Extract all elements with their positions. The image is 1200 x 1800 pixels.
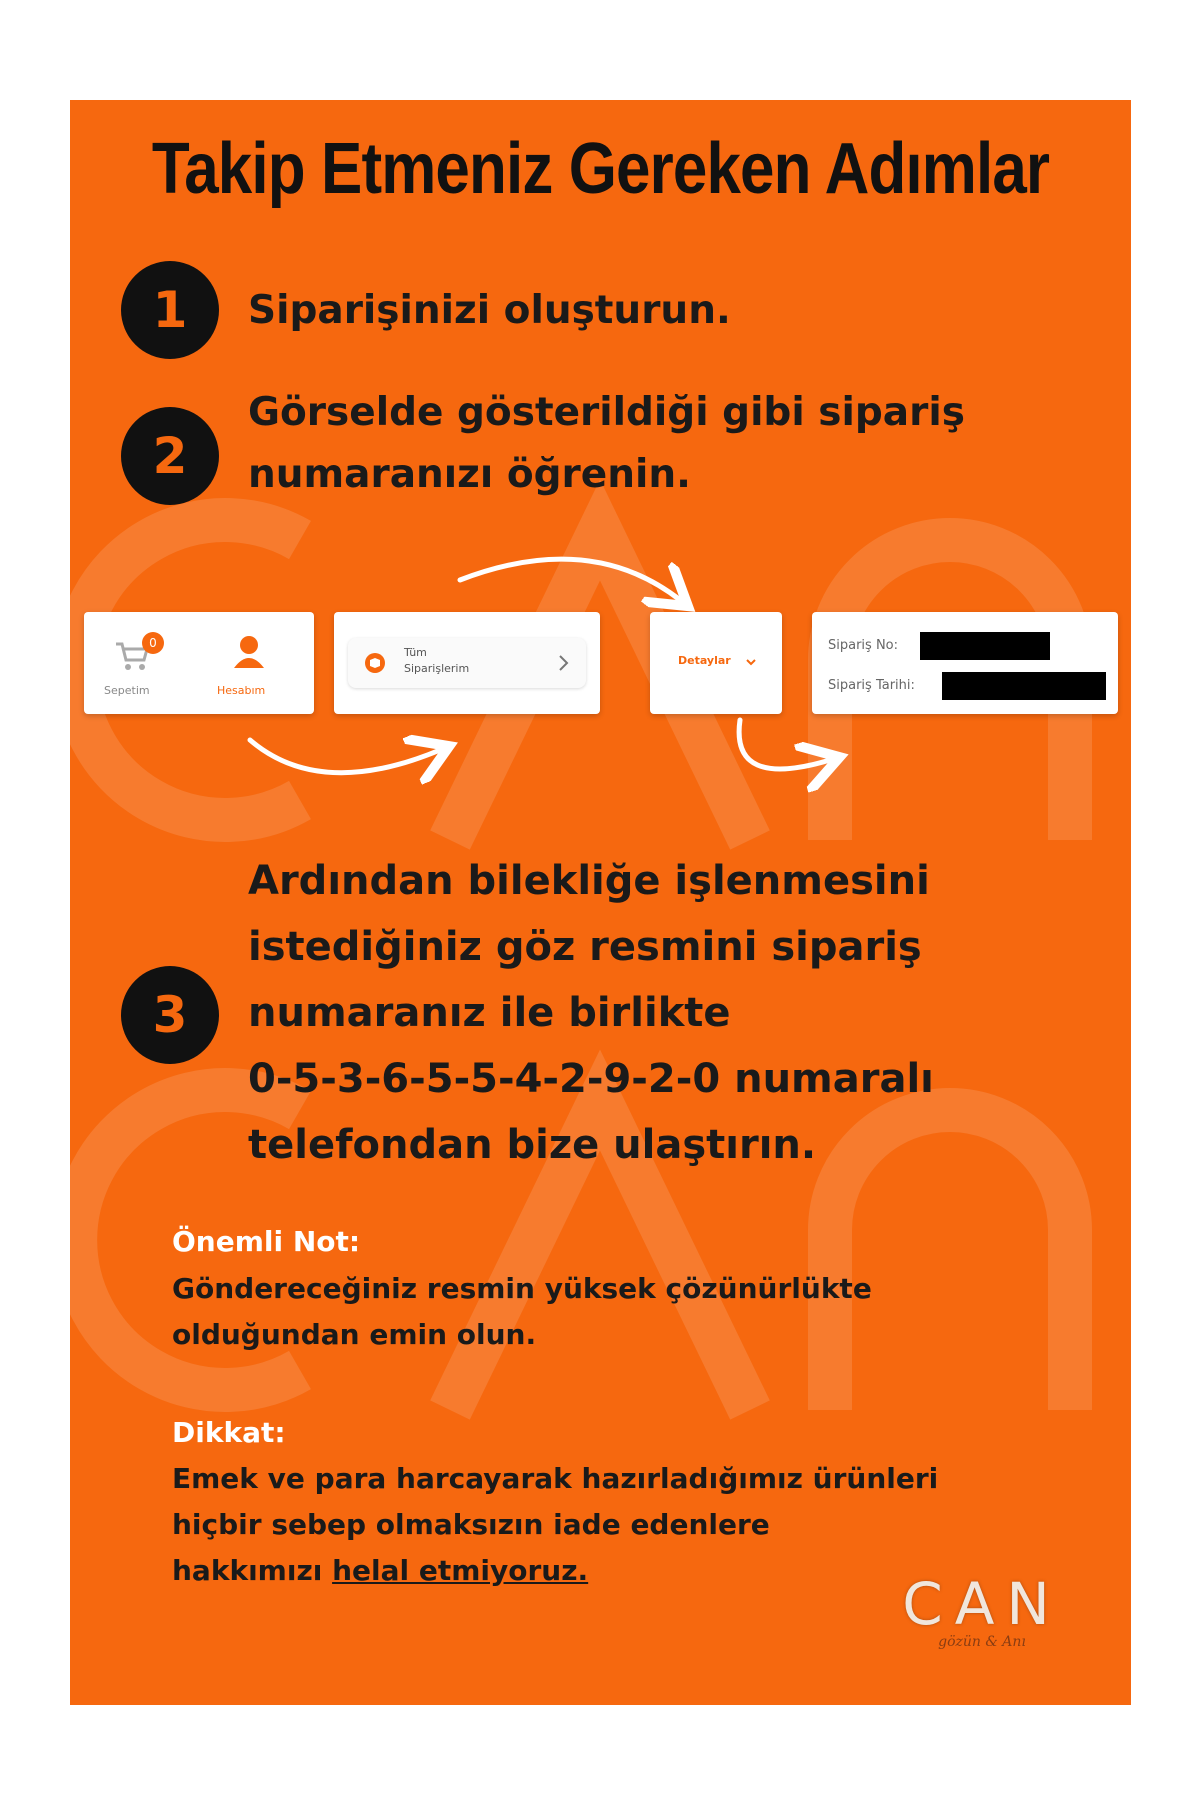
step-3-line: istediğiniz göz resmini sipariş — [248, 924, 922, 970]
step-3-number: 3 — [121, 966, 219, 1064]
step-2-line: Görselde gösterildiği gibi sipariş — [248, 390, 965, 435]
guide-arrows — [70, 100, 1131, 860]
order-date-label: Sipariş Tarihi: — [828, 678, 915, 693]
step-3-line: Ardından bilekliğe işlenmesini — [248, 858, 930, 904]
step-2-number: 2 — [121, 407, 219, 505]
attention-line: hiçbir sebep olmaksızın iade edenlere — [172, 1508, 770, 1541]
step-1-line: Siparişinizi oluşturun. — [248, 288, 731, 333]
step-3-text — [248, 848, 934, 1178]
page-title: Takip Etmeniz Gereken Adımlar — [151, 129, 1050, 209]
important-note-line: olduğundan emin olun. — [172, 1318, 537, 1351]
brand-logo-tagline: gözün & Anı — [938, 1634, 1026, 1650]
arrow-icon — [460, 559, 680, 600]
important-note-line: Göndereceğiniz resmin yüksek çözünürlükte — [172, 1272, 872, 1305]
step-3-line: numaranız ile birlikte — [248, 990, 731, 1036]
cart-label: Sepetim — [104, 684, 150, 697]
arrow-icon — [250, 740, 440, 773]
brand-logo-text: CAN — [902, 1570, 1062, 1638]
attention-line — [172, 1548, 938, 1594]
brand-logo — [882, 1570, 1082, 1650]
orders-label-2: Siparişlerim — [404, 662, 470, 675]
step-3-line: telefondan bize ulaştırın. — [248, 1122, 817, 1168]
important-note-body — [172, 1266, 872, 1358]
step-2-line: numaranızı öğrenin. — [248, 452, 691, 497]
attention-body — [172, 1456, 938, 1594]
attention-line: Emek ve para harcayarak hazırladığımız ürünleri — [172, 1462, 939, 1495]
account-label: Hesabım — [217, 684, 266, 697]
arrow-icon — [739, 720, 830, 769]
orders-label-1: Tüm — [404, 646, 427, 659]
step-1-number: 1 — [121, 261, 219, 359]
attention-title: Dikkat: — [172, 1416, 286, 1449]
instruction-poster — [70, 100, 1131, 1705]
attention-line-prefix: hakkımızı — [172, 1554, 333, 1587]
step-3-line: 0-5-3-6-5-5-4-2-9-2-0 numaralı — [248, 1056, 934, 1102]
attention-underlined: helal etmiyoruz. — [332, 1554, 589, 1587]
cart-badge: 0 — [142, 632, 164, 654]
important-note-title: Önemli Not: — [172, 1225, 361, 1258]
order-no-label: Sipariş No: — [828, 638, 899, 653]
details-label: Detaylar — [678, 654, 731, 667]
